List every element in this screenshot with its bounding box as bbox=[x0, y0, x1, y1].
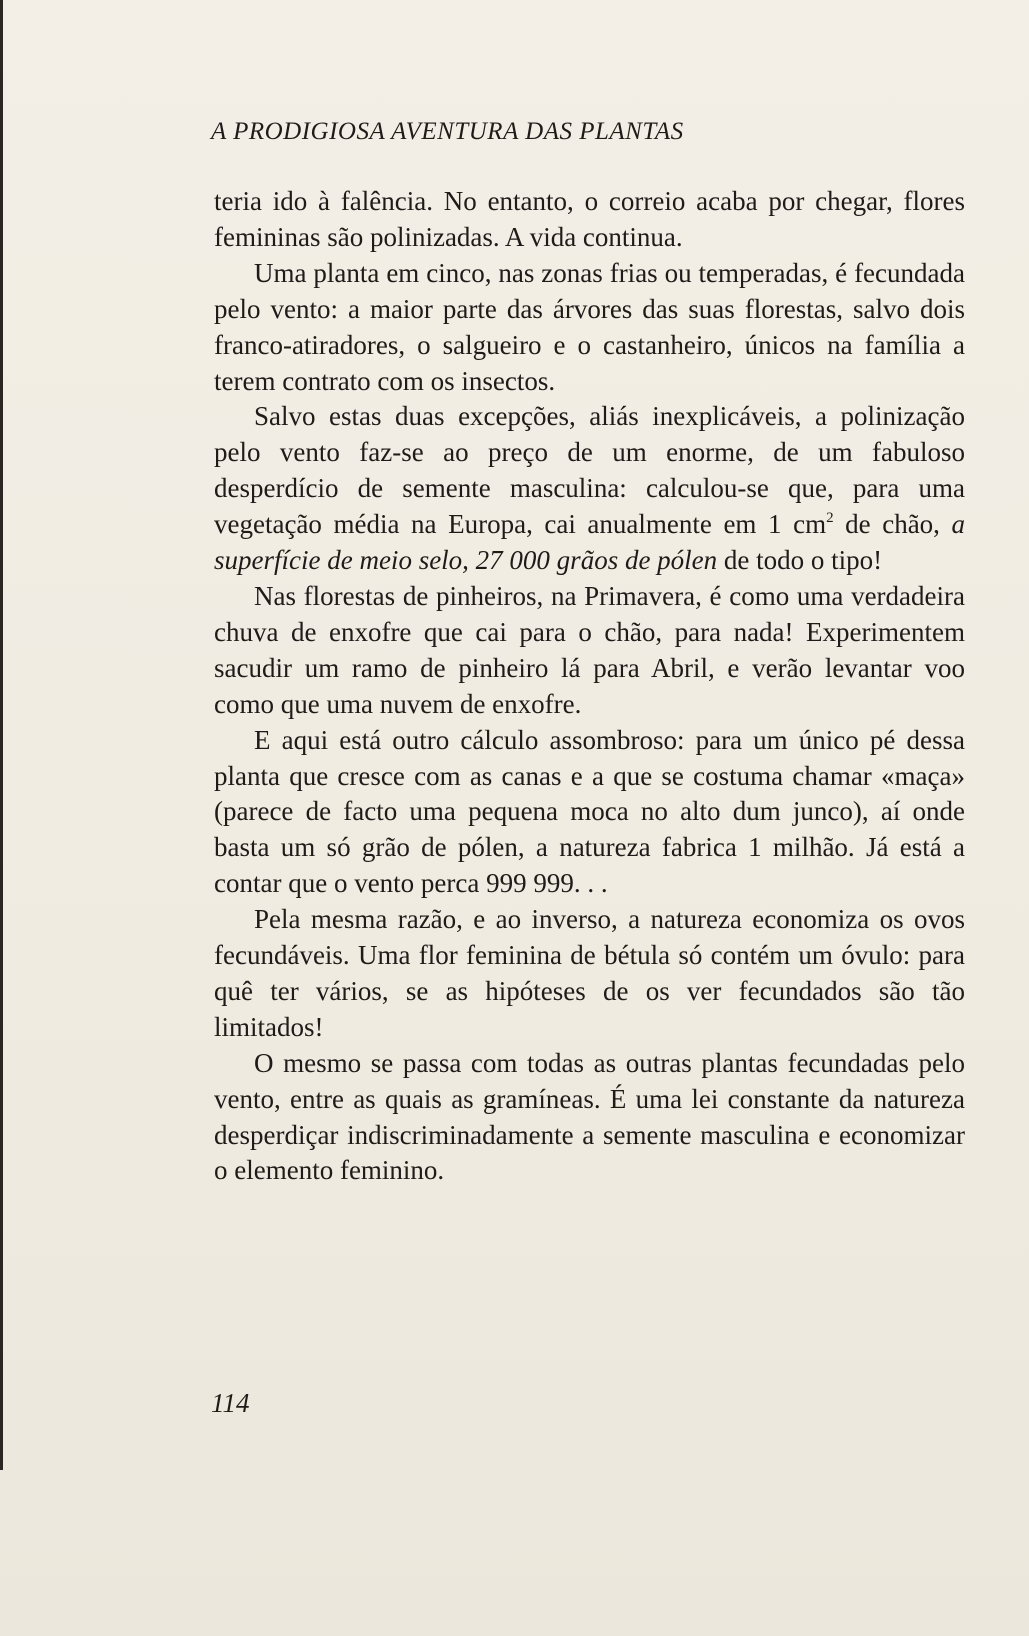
running-title: A PRODIGIOSA AVENTURA DAS PLANTAS bbox=[211, 118, 684, 145]
paragraph: Pela mesma razão, e ao inverso, a natureza economiza os ovos fecundáveis. Uma flor feminina de bétula só contém um óvulo: para quê ter vários, se as hipóteses de os ver fecundados são tão limitados! bbox=[214, 904, 965, 1042]
paragraph: Nas florestas de pinheiros, na Primavera, é como uma verdadeira chuva de enxofre que cai para o chão, para nada! Experimentem sacudir um ramo de pinheiro lá para Abril, e verão levantar voo como que uma nuvem de enxofre. bbox=[214, 580, 965, 719]
page-number: 114 bbox=[211, 1388, 250, 1418]
paragraph-text: Salvo estas duas excepções, aliás inexplicáveis, a polinização pelo vento faz-se ao preço de um enorme, de um fabuloso desperdício de semente masculina: calculou-se que, para uma vegetação média na Europa, cai anualmente em 1 cm bbox=[214, 401, 965, 540]
italic-emphasis: a superfície de meio selo, 27 000 grãos de pólen bbox=[214, 509, 966, 576]
paragraph: O mesmo se passa com todas as outras plantas fecundadas pelo vento, entre as quais as gramíneas. É uma lei constante da natureza desperdiçar indiscriminadamente a semente masculina e economizar o elemento feminino. bbox=[214, 1047, 965, 1186]
paragraph: teria ido à falência. No entanto, o correio acaba por chegar, flores femininas são polinizadas. A vida continua. bbox=[214, 186, 965, 252]
paragraph bbox=[214, 399, 965, 579]
paragraph: Uma planta em cinco, nas zonas frias ou temperadas, é fecundada pelo vento: a maior parte das árvores das suas florestas, salvo dois franco-atiradores, o salgueiro e o castanheiro, únicos na família a terem contrato com os insectos. bbox=[214, 257, 965, 396]
paragraph-text: de chão, bbox=[833, 509, 952, 540]
superscript: 2 bbox=[826, 510, 834, 527]
scan-edge bbox=[0, 0, 3, 1470]
body-text bbox=[214, 184, 965, 1189]
paragraph: E aqui está outro cálculo assombroso: para um único pé dessa planta que cresce com as canas e a que se costuma chamar «maça» (parece de facto uma pequena moca no alto dum junco), aí onde basta um só grão de pólen, a natureza fabrica 1 milhão. Já está a contar que o vento perca 999 999. . . bbox=[214, 724, 965, 899]
paragraph-text: de todo o tipo! bbox=[717, 545, 883, 576]
